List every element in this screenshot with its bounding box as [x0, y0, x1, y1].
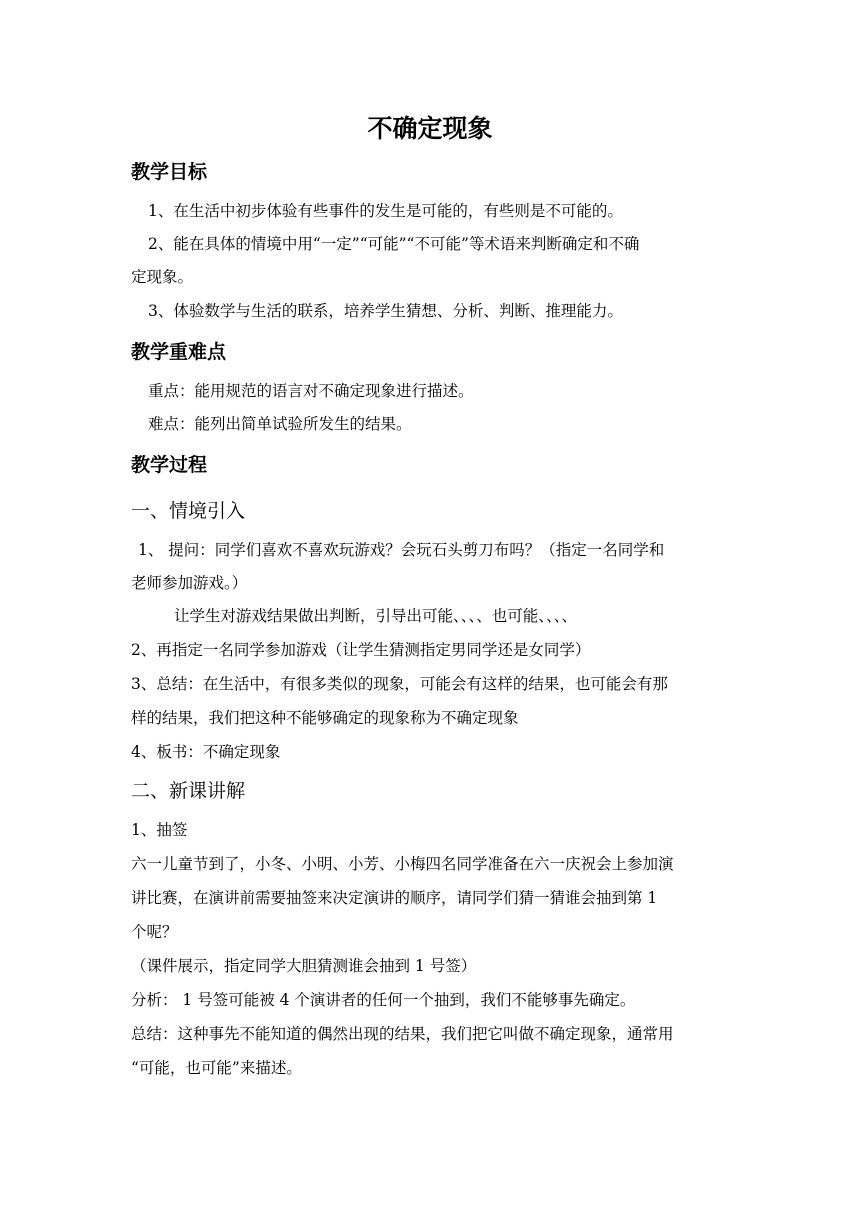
lesson-line-1: 1、抽签 [131, 821, 188, 839]
lesson-line-3: 讲比赛，在演讲前需要抽签来决定演讲的顺序，请同学们猜一猜谁会抽到第 1 [131, 889, 658, 907]
key-points-heading: 教学重难点 [131, 341, 227, 363]
objective-item-1: 1、在生活中初步体验有些事件的发生是可能的，有些则是不可能的。 [148, 202, 623, 220]
objective-item-3: 3、体验数学与生活的联系，培养学生猜想、分析、判断、推理能力。 [148, 302, 623, 320]
intro-line-5: 3、总结：在生活中，有很多类似的现象，可能会有这样的结果，也可能会有那 [131, 675, 668, 693]
lesson-line-4: 个呢？ [131, 923, 178, 941]
lesson-line-6: 分析： 1 号签可能被 4 个演讲者的任何一个抽到，我们不能够事先确定。 [131, 991, 636, 1009]
intro-line-7: 4、板书：不确定现象 [131, 743, 281, 761]
intro-line-2: 老师参加游戏。） [131, 574, 248, 592]
lesson-line-7: 总结：这种事先不能知道的偶然出现的结果，我们把它叫做不确定现象，通常用 [131, 1025, 674, 1043]
intro-line-4: 2、再指定一名同学参加游戏（让学生猜测指定男同学还是女同学） [131, 641, 591, 659]
lesson-line-8: “可能，也可能”来描述。 [131, 1059, 302, 1077]
intro-line-1: 1、 提问：同学们喜欢不喜欢玩游戏？会玩石头剪刀布吗？（指定一名同学和 [138, 541, 665, 559]
lesson-line-2: 六一儿童节到了，小冬、小明、小芳、小梅四名同学准备在六一庆祝会上参加演 [131, 855, 674, 873]
process-heading: 教学过程 [131, 454, 208, 476]
objective-item-2-cont: 定现象。 [131, 268, 194, 286]
intro-line-3: 让学生对游戏结果做出判断，引导出可能、、、、也可能、、、、 [174, 607, 578, 625]
section-two-heading: 二、新课讲解 [131, 780, 246, 802]
lesson-line-5: （课件展示，指定同学大胆猜测谁会抽到 1 号签） [131, 957, 477, 975]
objective-item-2: 2、能在具体的情境中用“一定”“可能”“不可能”等术语来判断确定和不确 [148, 235, 640, 253]
objectives-heading: 教学目标 [131, 161, 208, 183]
document-title: 不确定现象 [367, 114, 493, 143]
focus-text: 重点：能用规范的语言对不确定现象进行描述。 [148, 382, 474, 400]
difficulty-text: 难点：能列出简单试验所发生的结果。 [148, 415, 412, 433]
intro-line-6: 样的结果，我们把这种不能够确定的现象称为不确定现象 [131, 709, 519, 727]
section-one-heading: 一、情境引入 [131, 500, 246, 522]
